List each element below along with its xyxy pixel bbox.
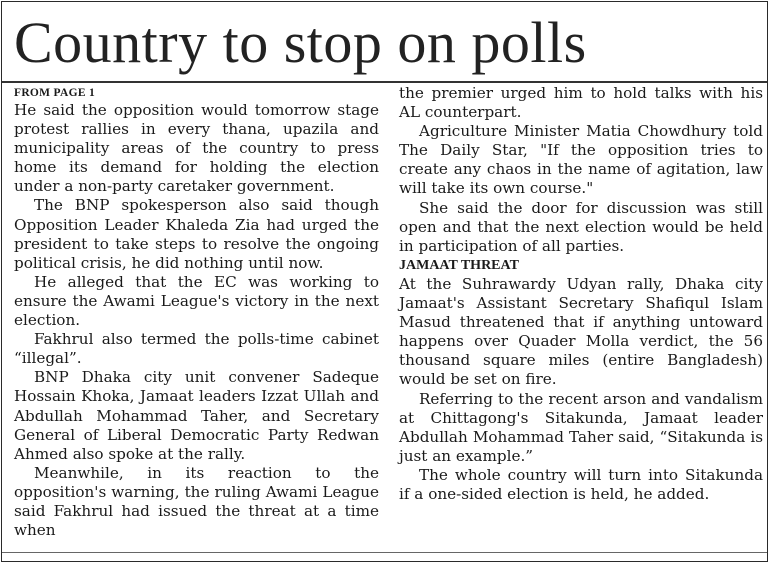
paragraph: He alleged that the EC was working to ensure the Awami League's victory in the next election. [14, 272, 379, 330]
paragraph: BNP Dhaka city unit convener Sadeque Hossain Khoka, Jamaat leaders Izzat Ullah and Abdullah Mohammad Taher, and Secretary General of Liberal Democratic Party Redwan Ahmed also spoke at the rally. [14, 368, 379, 463]
paragraph: the premier urged him to hold talks with his AL counterpart. [399, 84, 763, 122]
right-column [399, 84, 763, 504]
paragraph: The whole country will turn into Sitakunda if a one-sided election is held, he added. [399, 465, 763, 503]
bottom-rule [2, 552, 767, 553]
left-column [14, 84, 379, 540]
paragraph: He said the opposition would tomorrow stage protest rallies in every thana, upazila and municipality areas of the country to press home its demand for holding the election under a non-party caretaker government. [14, 101, 379, 196]
paragraph: She said the door for discussion was still open and that the next election would be held in participation of all parties. [399, 198, 763, 255]
kicker: FROM PAGE 1 [14, 87, 96, 99]
headline: Country to stop on polls [14, 10, 587, 75]
paragraph: Referring to the recent arson and vandalism at Chittagong's Sitakunda, Jamaat leader Abdullah Mohammad Taher said, “Sitakunda is just an example.” [399, 389, 763, 465]
headline-rule [2, 81, 767, 83]
news-clipping [1, 1, 768, 562]
paragraph: Fakhrul also termed the polls-time cabinet “illegal”. [14, 330, 379, 368]
paragraph: The BNP spokesperson also said though Opposition Leader Khaleda Zia had urged the president to take steps to resolve the ongoing political crisis, he did nothing until now. [14, 196, 379, 272]
paragraph: Agriculture Minister Matia Chowdhury told The Daily Star, "If the opposition tries to create any chaos in the name of agitation, law will take its own course." [399, 122, 763, 198]
paragraph: Meanwhile, in its reaction to the opposition's warning, the ruling Awami League said Fakhrul had issued the threat at a time when [14, 463, 379, 540]
subhead: JAMAAT THREAT [399, 257, 519, 273]
paragraph: At the Suhrawardy Udyan rally, Dhaka city Jamaat's Assistant Secretary Shafiqul Islam Masud threatened that if anything untoward happens over Quader Molla verdict, the 56 thousand square miles (entire Bangladesh) would be set on fire. [399, 274, 763, 389]
